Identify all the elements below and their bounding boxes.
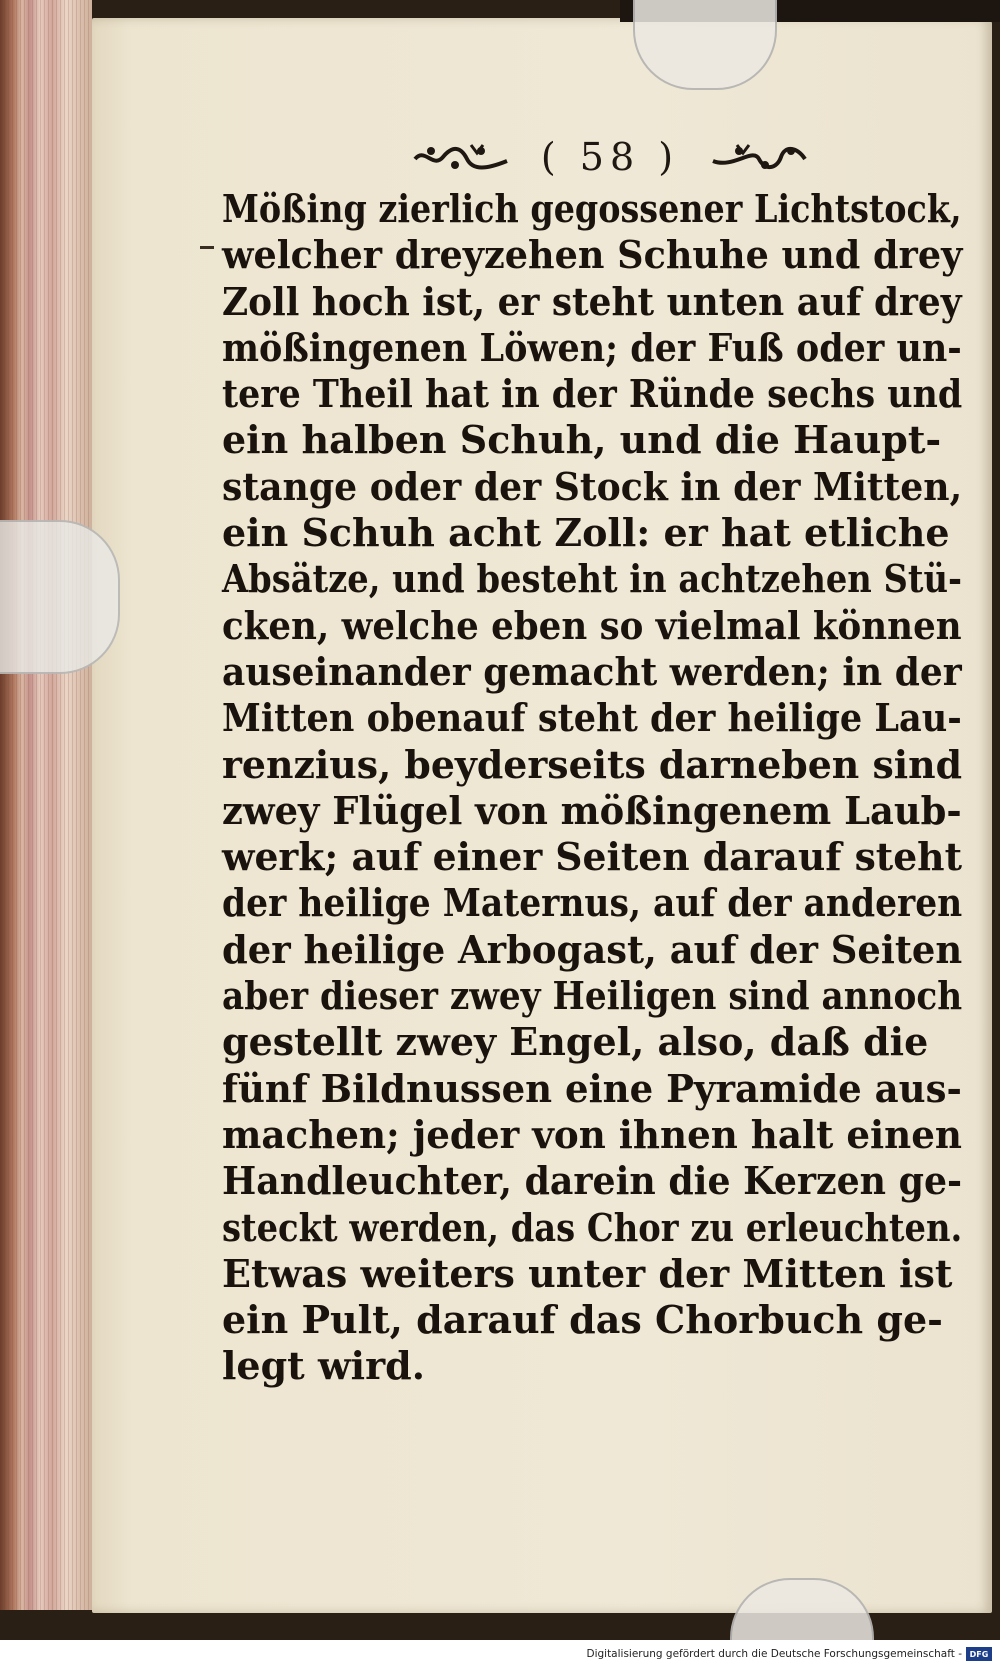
funding-credit: Digitalisierung gefördert durch die Deutsche Forschungsgemeinschaft - [586, 1648, 962, 1660]
text-line: der heilige Maternus, auf der anderen [222, 880, 963, 926]
text-line: ein Pult, darauf das Chorbuch ge- [222, 1297, 943, 1343]
text-line: tere Theil hat in der Ründe sechs und [222, 371, 963, 417]
text-line: renzius, beyderseits darneben sind [222, 741, 963, 787]
text-line: welcher dreyzehen Schuhe und drey [222, 232, 963, 278]
fleuron-ornament-left-icon [411, 139, 511, 175]
text-line: gestellt zwey Engel, also, daß die [222, 1019, 929, 1065]
text-line: fünf Bildnussen eine Pyramide aus- [222, 1065, 962, 1111]
page-clip-left [0, 520, 120, 674]
margin-mark [200, 246, 214, 249]
text-line: cken, welche eben so vielmal können [222, 602, 962, 648]
text-line: Handleuchter, darein die Kerzen ge- [222, 1158, 963, 1204]
text-line: ein Schuh acht Zoll: er hat etliche [222, 510, 950, 556]
page-edges [0, 0, 92, 1610]
body-text [222, 186, 962, 1390]
text-line: Absätze, und besteht in achtzehen Stü- [222, 556, 962, 602]
fleuron-ornament-right-icon [709, 139, 809, 175]
text-line: auseinander gemacht werden; in der [222, 648, 962, 694]
text-line: Mitten obenauf steht der heilige Lau- [222, 695, 962, 741]
page-header [380, 132, 840, 182]
text-line: aber dieser zwey Heiligen sind annoch [222, 973, 963, 1019]
page-number: ( 58 ) [540, 135, 680, 179]
text-line: steckt werden, das Chor zu erleuchten. [222, 1204, 963, 1250]
text-line: legt wird. [222, 1343, 425, 1389]
text-line: stange oder der Stock in der Mitten, [222, 463, 963, 509]
text-line: Mößing zierlich gegossener Lichtstock, [222, 186, 962, 231]
text-line: ein halben Schuh, und die Haupt- [222, 417, 942, 463]
text-line: Zoll hoch ist, er steht unten auf drey [222, 278, 962, 324]
dfg-logo: DFG [966, 1647, 992, 1661]
text-line: der heilige Arbogast, auf der Seiten [222, 926, 963, 972]
text-line: werk; auf einer Seiten darauf steht [222, 834, 963, 880]
text-line: machen; jeder von ihnen halt einen [222, 1111, 963, 1157]
text-line: Etwas weiters unter der Mitten ist [222, 1250, 953, 1296]
text-line: zwey Flügel von mößingenem Laub- [222, 787, 962, 833]
text-line: mößingenen Löwen; der Fuß oder un- [222, 324, 962, 370]
